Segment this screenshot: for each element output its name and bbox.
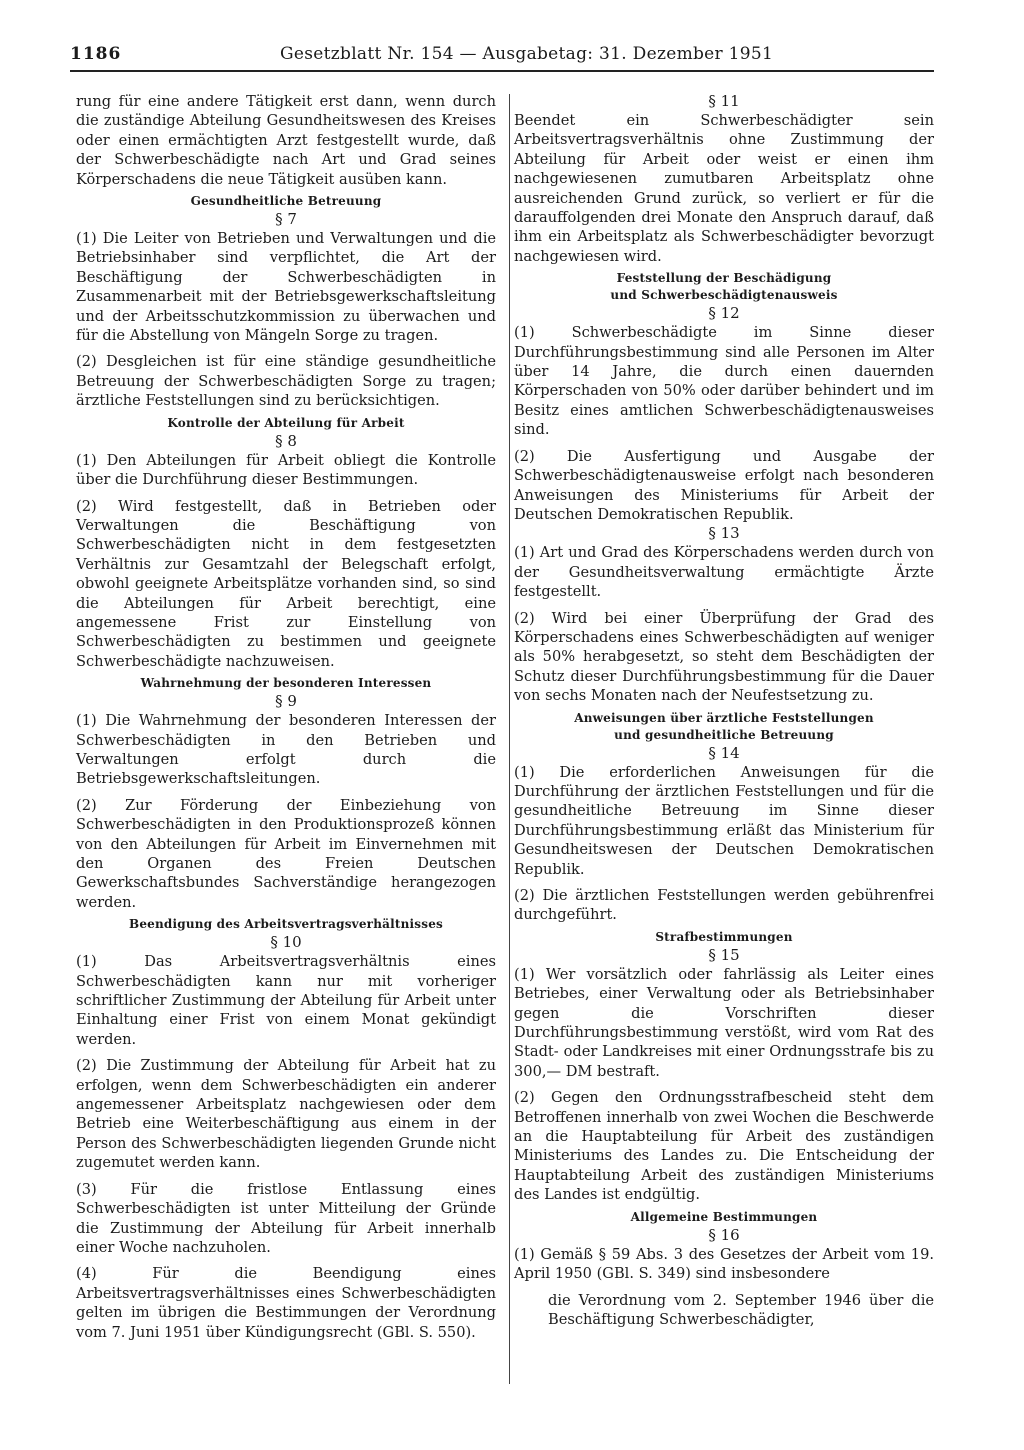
paragraph-16-1: (1) Gemäß § 59 Abs. 3 des Gesetzes der Arbeit vom 19. April 1950 (GBl. S. 349) sind insbesondere	[514, 1245, 934, 1283]
paragraph-10-2: (2) Die Zustimmung der Abteilung für Arbeit hat zu erfolgen, wenn dem Schwerbeschädigten ein anderer angemessener Arbeitsplatz nachgewiesen oder dem Betrieb eine Weiterbeschäftigung aus einem in der Person des Schwerbeschädigten liegenden Grunde nicht zugemutet werden kann.	[76, 1057, 496, 1172]
paragraph-10-3: (3) Für die fristlose Entlassung eines Schwerbeschädigten ist unter Mitteilung der Gründe die Zustimmung der Abteilung für Arbeit innerhalb einer Woche nachzuholen.	[76, 1180, 496, 1256]
section-14: § 14	[708, 743, 740, 762]
column-divider	[509, 94, 510, 1384]
paragraph-7-2: (2) Desgleichen ist für eine ständige gesundheitliche Betreuung der Schwerbeschädigten Sorge zu tragen; ärztliche Feststellungen sind zu berücksichtigen.	[76, 353, 496, 410]
heading-gesundheitliche-betreuung: Gesundheitliche Betreuung	[190, 194, 382, 209]
heading-anweisungen-line2: und gesundheitliche Betreuung	[614, 727, 834, 742]
paragraph-8-1: (1) Den Abteilungen für Arbeit obliegt die Kontrolle über die Durchführung dieser Bestimmungen.	[76, 451, 496, 489]
paragraph-7-1: (1) Die Leiter von Betrieben und Verwaltungen und die Betriebsinhaber sind verpflichtet, die Art der Beschäftigung der Schwerbeschädigten in Zusammenarbeit mit der Betriebsgewerkschaftsleitung und der Arbeitsschutzkommission zu überwachen und für die Abstellung von Mängeln Sorge zu tragen.	[76, 230, 496, 345]
right-column	[514, 92, 934, 1329]
heading-feststellung	[514, 270, 934, 304]
page-number: 1186	[70, 44, 122, 64]
paragraph-16-2: die Verordnung vom 2. September 1946 über die Beschäftigung Schwerbeschädigter,	[548, 1291, 934, 1328]
page-header	[70, 42, 934, 72]
section-7: § 7	[275, 210, 297, 229]
section-12: § 12	[708, 304, 740, 323]
heading-allgemeine: Allgemeine Bestimmungen	[630, 1209, 818, 1224]
paragraph-15-1: (1) Wer vorsätzlich oder fahrlässig als Leiter eines Betriebes, einer Verwaltung oder als Betriebsinhaber gegen die Vorschriften dieser Durchführungsbestimmung verstößt, wird vom Rat des Stadt- oder Landkreises mit einer Ordnungsstrafe bis zu 300,— DM bestraft.	[514, 965, 934, 1080]
section-13: § 13	[708, 524, 740, 543]
heading-strafbestimmungen: Strafbestimmungen	[655, 929, 793, 944]
paragraph-15-2: (2) Gegen den Ordnungsstrafbescheid steht dem Betroffenen innerhalb von zwei Wochen die Beschwerde an die Hauptabteilung für Arbeit des zuständigen Ministeriums des Landes zu. Die Entscheidung der Hauptabteilung Arbeit des zuständigen Ministeriums des Landes ist endgültig.	[514, 1089, 934, 1204]
section-10: § 10	[270, 933, 302, 952]
paragraph-9-2: (2) Zur Förderung der Einbeziehung von Schwerbeschädigten in den Produktionsprozeß können von den Abteilungen für Arbeit im Einvernehmen mit den Organen des Freien Deutschen Gewerkschaftsbundes Sachverständige herangezogen werden.	[76, 796, 496, 911]
paragraph-13-1: (1) Art und Grad des Körperschadens werden durch von der Gesundheitsverwaltung ermächtigte Ärzte festgestellt.	[514, 544, 934, 601]
paragraph-intro: rung für eine andere Tätigkeit erst dann, wenn durch die zuständige Abteilung Gesundheitswesen des Kreises oder einen ermächtigten Arzt festgestellt wurde, daß der Schwerbeschädigte nach Art und Grad seines Körperschadens die neue Tätigkeit ausüben kann.	[76, 93, 496, 188]
paragraph-9-1: (1) Die Wahrnehmung der besonderen Interessen der Schwerbeschädigten in den Betrieben und Verwaltungen erfolgt durch die Betriebsgewerkschaftsleitungen.	[76, 712, 496, 788]
section-9: § 9	[275, 692, 297, 711]
section-15: § 15	[708, 945, 740, 964]
paragraph-11: Beendet ein Schwerbeschädigter sein Arbeitsvertragsverhältnis ohne Zustimmung der Abteilung für Arbeit oder weist er einen ihm nachgewiesenen zumutbaren Arbeitsplatz ohne ausreichenden Grund zurück, so verliert er für die darauffolgenden drei Monate den Anspruch darauf, daß ihm ein Arbeitsplatz als Schwerbeschädigter bevorzugt nachgewiesen wird.	[514, 112, 934, 265]
heading-beendigung: Beendigung des Arbeitsvertragsverhältnisses	[128, 917, 443, 932]
heading-feststellung-line1: Feststellung der Beschädigung	[616, 271, 832, 286]
heading-anweisungen-line1: Anweisungen über ärztliche Feststellungen	[574, 710, 874, 725]
paragraph-10-1: (1) Das Arbeitsvertragsverhältnis eines Schwerbeschädigten kann nur mit vorheriger schriftlicher Zustimmung der Abteilung für Arbeit unter Einhaltung einer Frist von einem Monat gekündigt werden.	[76, 953, 496, 1048]
paragraph-8-2: (2) Wird festgestellt, daß in Betrieben oder Verwaltungen die Beschäftigung von Schwerbeschädigten nicht in dem festgesetzten Verhältnis zur Gesamtzahl der Belegschaft erfolgt, obwohl geeignete Arbeitsplätze vorhanden sind, so sind die Abteilungen für Arbeit berechtigt, eine angemessene Frist zur Einstellung von Schwerbeschädigten zu bestimmen und geeignete Schwerbeschädigte nachzuweisen.	[76, 497, 496, 670]
paragraph-12-2: (2) Die Ausfertigung und Ausgabe der Schwerbeschädigtenausweise erfolgt nach besonderen Anweisungen des Ministeriums für Arbeit der Deutschen Demokratischen Republik.	[514, 447, 934, 523]
paragraph-13-2: (2) Wird bei einer Überprüfung der Grad des Körperschadens eines Schwerbeschädigten auf weniger als 50% herabgesetzt, so steht dem Beschädigten der Schutz dieser Durchführungsbestimmung für die Dauer von sechs Monaten nach der Neufestsetzung zu.	[514, 609, 934, 705]
left-column	[76, 92, 496, 1342]
paragraph-14-2: (2) Die ärztlichen Feststellungen werden gebührenfrei durchgeführt.	[514, 887, 934, 924]
heading-wahrnehmung: Wahrnehmung der besonderen Interessen	[140, 676, 432, 691]
heading-feststellung-line2: und Schwerbeschädigtenausweis	[610, 288, 838, 303]
section-11: § 11	[708, 92, 740, 110]
paragraph-12-1: (1) Schwerbeschädigte im Sinne dieser Durchführungsbestimmung sind alle Personen im Alter über 14 Jahre, die durch einen dauernden Körperschaden von 50% oder darüber behindert und im Besitz eines amtlichen Schwerbeschädigtenausweises sind.	[514, 324, 934, 439]
heading-anweisungen	[514, 710, 934, 744]
section-8: § 8	[275, 431, 297, 450]
paragraph-10-4: (4) Für die Beendigung eines Arbeitsvertragsverhältnisses eines Schwerbeschädigten gelten im übrigen die Bestimmungen der Verordnung vom 7. Juni 1951 über Kündigungsrecht (GBl. S. 550).	[76, 1265, 496, 1341]
paragraph-14-1: (1) Die erforderlichen Anweisungen für die Durchführung der ärztlichen Feststellungen und für die gesundheitliche Betreuung im Sinne dieser Durchführungsbestimmung erläßt das Ministerium für Gesundheitswesen der Deutschen Demokratischen Republik.	[514, 763, 934, 878]
heading-kontrolle: Kontrolle der Abteilung für Arbeit	[167, 415, 405, 430]
section-16: § 16	[708, 1225, 740, 1244]
header-title: Gesetzblatt Nr. 154 — Ausgabetag: 31. Dezember 1951	[280, 44, 774, 64]
